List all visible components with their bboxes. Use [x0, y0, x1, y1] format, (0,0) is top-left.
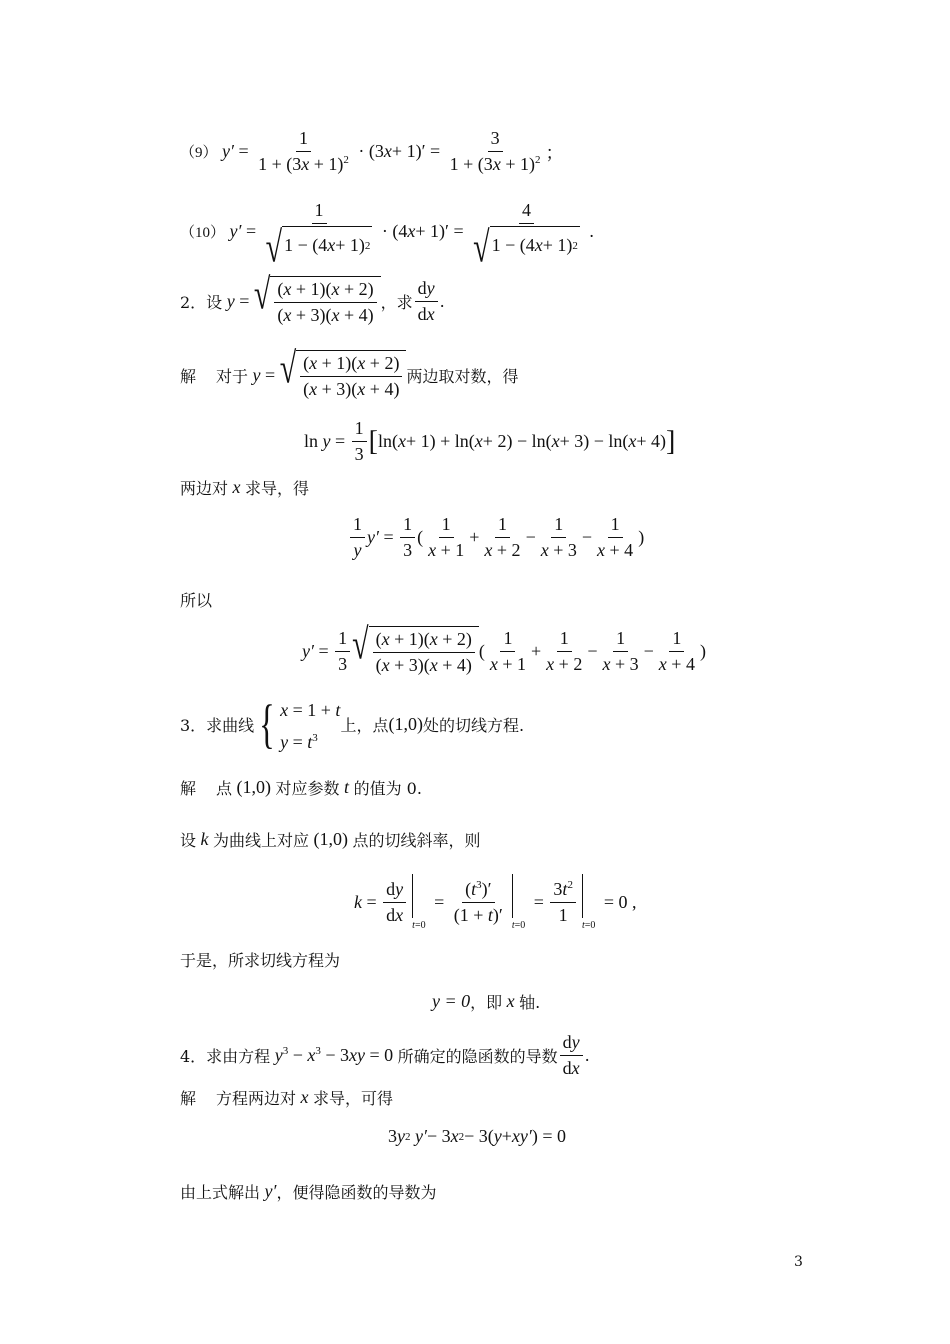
tangent-note1: ，即	[470, 993, 503, 1012]
log-equation: ln y = $\frac{1}{3}$ [ ln( x + 1) + ln( x + 2) − ln( x + 3) − ln( x + 4) ]	[304, 418, 676, 464]
page-number: 3	[794, 1254, 803, 1270]
fraction: $\frac{1}{1 + (3x + 1)^2}$	[258, 128, 349, 174]
solution-label: 解	[180, 779, 197, 798]
fraction: 4 √ 1 − (4 x + 1) 2	[473, 200, 578, 272]
let-k2: 为曲线上对应	[213, 831, 310, 850]
result-equation-2: y′ = $\frac{1}{3}$ √ $\frac{(x + 1)(x + 2)}{(x + 3)(x + 4)}$ ( $\frac{1}{x + 1}$ + $\frac{1}{x + 2}$ − $\frac{1}{x + 3}$ − $\frac{1}{x + 4}$ )	[302, 620, 706, 675]
tangent-line: y = 0 ，即 x 轴.	[432, 991, 541, 1012]
q4-mid: 所确定的隐函数的导数	[397, 1047, 558, 1066]
q4-prefix: 4．求由方程	[180, 1047, 271, 1066]
cube-root: √ $\frac{(x + 1)(x + 2)}{(x + 3)(x + 4)}$	[254, 276, 381, 326]
slope-equation: k = $\frac{dy}{dx}$ t=0 = $\frac{(t^3)'}{(1 + t)'}$ t=0 = $\frac{3t^2}{1}$ t=0 = 0 ,	[354, 874, 637, 931]
q2-prefix: 2．设	[180, 292, 223, 312]
sol2-for: 对于	[216, 366, 249, 386]
item10-label: （10）	[180, 224, 226, 241]
solution-3-line: 解 点 (1,0) 对应参数 t 的值为 0.	[180, 777, 422, 798]
so-text: 所以	[180, 591, 213, 610]
fraction: 1 √ 1 − (4 x + 1) 2	[265, 200, 371, 272]
q2-end: .	[439, 291, 445, 311]
solve-text2: ，便得隐函数的导数为	[276, 1183, 437, 1202]
let-k-line: 设 k 为曲线上对应 (1,0) 点的切线斜率，则	[180, 829, 481, 850]
solution-label: 解	[180, 1089, 197, 1108]
so-line	[180, 588, 212, 611]
sol3-text3: 的值为 0.	[353, 779, 422, 798]
solution-2-intro: 解 对于 y = √ $\frac{(x + 1)(x + 2)}{(x + 3)(x + 4)}$ 两边取对数，得	[180, 344, 519, 399]
item9-equation: （9） y′ = $\frac{1}{1 + (3x + 1)^2}$ · (3 x + 1)′ = $\frac{3}{1 + (3x + 1)^2}$ ；	[180, 128, 564, 174]
fraction: $\frac{3}{1 + (3x + 1)^2}$	[449, 128, 541, 174]
implicit-equation: 3 y 2 y′ − 3 x 2 − 3( y + xy′ ) = 0	[388, 1126, 566, 1146]
sol4-text2: 求导，可得	[313, 1089, 394, 1108]
let-k1: 设	[180, 831, 197, 850]
q3-mid: 上，点	[340, 715, 389, 735]
question-2: 2．设 y = √ $\frac{(x + 1)(x + 2)}{(x + 3)(x + 4)}$ ，求 $\frac{dy}{dx}$ .	[180, 270, 445, 325]
question-4: 4．求由方程 $y^3 - x^3 - 3xy = 0$ 所确定的隐函数的导数 $\frac{dy}{dx}$ .	[180, 1032, 590, 1078]
q2-mid: ，求	[380, 292, 413, 312]
q3-prefix: 3．求曲线	[180, 715, 255, 735]
cube-root: √ $\frac{(x + 1)(x + 2)}{(x + 3)(x + 4)}$	[280, 350, 407, 400]
solution-4-line: 解 方程两边对 x 求导，可得	[180, 1087, 394, 1108]
item10-equation: （10） y′ = 1 √ 1 − (4 x + 1) 2 · (4 x + 1)′ = 4 √ 1 − (4 x + 1) 2 .	[180, 200, 594, 272]
thus-text: 于是，所求切线方程为	[180, 951, 341, 970]
sol3-text2: 对应参数	[275, 779, 340, 798]
sol3-text1: 点	[216, 779, 233, 798]
tangent-equation: y = 0	[432, 991, 471, 1011]
solve-text1: 由上式解出	[180, 1183, 261, 1202]
q4-end: .	[584, 1046, 590, 1065]
let-k3: 点的切线斜率，则	[352, 831, 481, 850]
sol2-after: 两边取对数，得	[406, 366, 519, 386]
diff-both-text: 两边对	[180, 479, 229, 498]
sol4-text1: 方程两边对	[216, 1089, 297, 1108]
solve-line: 由上式解出 y′ ，便得隐函数的导数为	[180, 1181, 437, 1202]
derivative-log-equation: $\frac{1}{y}$ y′ = $\frac{1}{3}$ ( $\frac{1}{x + 1}$ + $\frac{1}{x + 2}$ − $\frac{1}{x + 3}$ − $\frac{1}{x + 4}$ )	[348, 514, 644, 561]
tangent-note2: 轴.	[519, 993, 541, 1012]
q3-end: 处的切线方程.	[422, 715, 525, 735]
thus-line	[180, 948, 340, 971]
diff-both-line: 两边对 x 求导，得	[180, 477, 310, 498]
q3-point: (1,0)	[388, 713, 423, 734]
solution-label: 解	[180, 366, 197, 386]
question-3: 3．求曲线 { x = 1 + t $y = t^3$ 上，点 (1,0) 处的切线方程.	[180, 694, 525, 754]
item9-label: （9）	[180, 145, 218, 161]
diff-both-text2: 求导，得	[245, 479, 310, 498]
